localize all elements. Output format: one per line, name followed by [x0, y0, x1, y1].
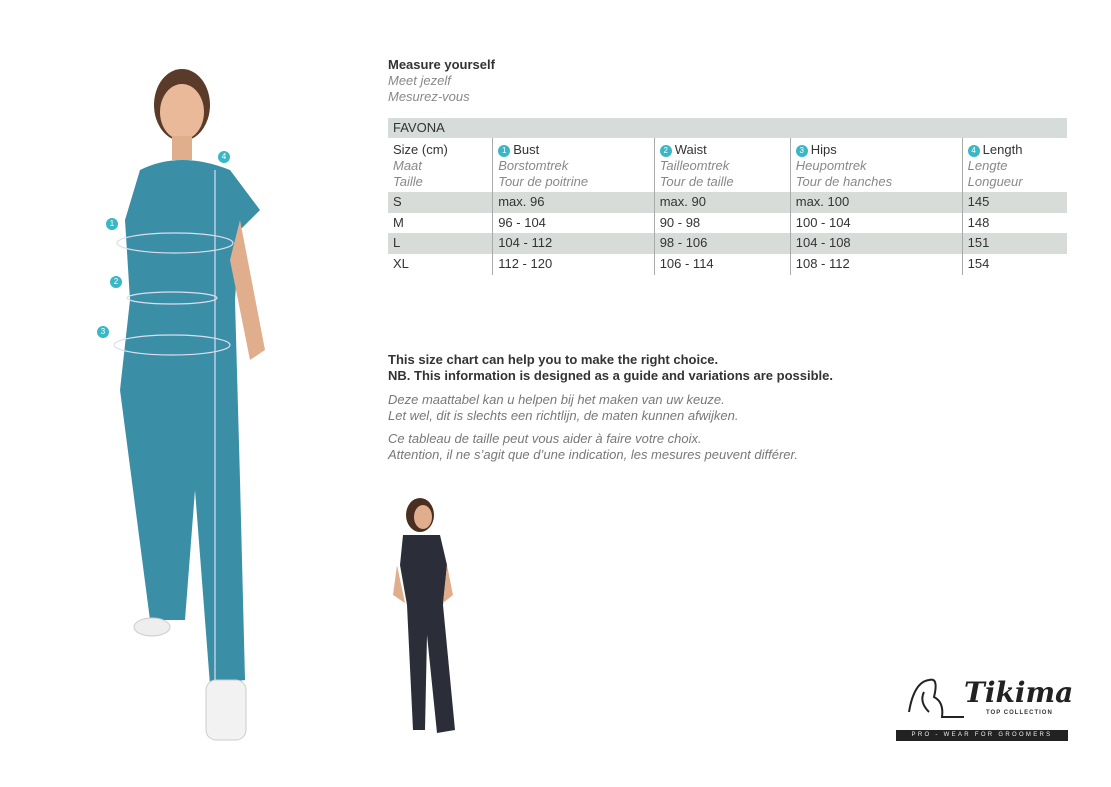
column-header — [962, 138, 1067, 192]
table-cell: 104 - 108 — [790, 233, 962, 254]
measure-number-icon: 4 — [968, 145, 980, 157]
marker-hips: 3 — [97, 326, 109, 338]
note-fr — [388, 431, 798, 463]
table-cell: max. 96 — [493, 192, 654, 213]
heading — [388, 57, 495, 105]
dog-groomer-logo-icon — [904, 672, 970, 722]
size-table — [388, 118, 1067, 275]
table-cell: max. 90 — [654, 192, 790, 213]
column-en: Waist — [674, 142, 707, 157]
note-en — [388, 352, 833, 384]
table-cell: 98 - 106 — [654, 233, 790, 254]
table-cell: S — [388, 192, 493, 213]
note-nl-2: Let wel, dit is slechts een richtlijn, de maten kunnen afwijken. — [388, 408, 739, 423]
table-cell: L — [388, 233, 493, 254]
tikima-logo — [896, 672, 1074, 742]
column-header — [493, 138, 654, 192]
logo-brand: Tikima — [964, 676, 1074, 709]
note-en-2: NB. This information is designed as a guide and variations are possible. — [388, 368, 833, 383]
heading-nl: Meet jezelf — [388, 73, 451, 88]
table-cell: 108 - 112 — [790, 254, 962, 275]
table-cell: 90 - 98 — [654, 213, 790, 234]
note-fr-2: Attention, il ne s’agit que d’une indication, les mesures peuvent différer. — [388, 447, 798, 462]
table-cell: 151 — [962, 233, 1067, 254]
column-header — [388, 138, 493, 192]
model-name: FAVONA — [388, 118, 1067, 138]
column-fr: Tour de taille — [659, 174, 734, 189]
column-en: Length — [982, 142, 1023, 157]
column-nl: Heupomtrek — [795, 158, 867, 173]
table-cell: M — [393, 214, 404, 230]
table-cell: max. 100 — [790, 192, 962, 213]
table-row — [388, 213, 1067, 234]
table-cell: 112 - 120 — [493, 254, 654, 275]
measure-number-icon: 3 — [796, 145, 808, 157]
column-nl: Tailleomtrek — [659, 158, 730, 173]
table-cell: XL — [393, 256, 409, 272]
column-header — [790, 138, 962, 192]
column-header — [654, 138, 790, 192]
table-cell: 100 - 104 — [790, 213, 962, 234]
column-fr: Longueur — [967, 174, 1023, 189]
note-nl-1: Deze maattabel kan u helpen bij het maken van uw keuze. — [388, 392, 725, 407]
table-row — [388, 192, 1067, 213]
model-photo-back — [385, 495, 465, 740]
table-cell: 148 — [962, 213, 1067, 234]
note-en-1: This size chart can help you to make the right choice. — [388, 352, 719, 367]
heading-fr: Mesurez-vous — [388, 89, 470, 104]
table-cell: 106 - 114 — [654, 254, 790, 275]
table-cell: 154 — [962, 254, 1067, 275]
table-cell: 145 — [962, 192, 1067, 213]
note-nl — [388, 392, 738, 424]
table-row — [388, 254, 1067, 275]
column-en: Hips — [810, 142, 837, 157]
table-cell: 104 - 112 — [493, 233, 654, 254]
measure-number-icon: 1 — [498, 145, 510, 157]
logo-sub: TOP COLLECTION — [986, 710, 1053, 716]
model-photo-front — [100, 60, 280, 750]
heading-en: Measure yourself — [388, 57, 495, 72]
table-cell: 96 - 104 — [493, 213, 654, 234]
measure-number-icon: 2 — [660, 145, 672, 157]
marker-length: 4 — [218, 151, 230, 163]
column-fr: Tour de poitrine — [498, 174, 589, 189]
column-en: Bust — [513, 142, 540, 157]
column-en: Size (cm) — [393, 142, 448, 157]
column-fr: Tour de hanches — [795, 174, 893, 189]
table-row — [388, 233, 1067, 254]
column-fr: Taille — [393, 174, 423, 189]
marker-bust: 1 — [106, 218, 118, 230]
marker-waist: 2 — [110, 276, 122, 288]
note-fr-1: Ce tableau de taille peut vous aider à faire votre choix. — [388, 431, 702, 446]
column-nl: Borstomtrek — [498, 158, 569, 173]
logo-tagline: PRO - WEAR FOR GROOMERS — [896, 730, 1068, 741]
column-nl: Lengte — [967, 158, 1008, 173]
column-nl: Maat — [393, 158, 422, 173]
